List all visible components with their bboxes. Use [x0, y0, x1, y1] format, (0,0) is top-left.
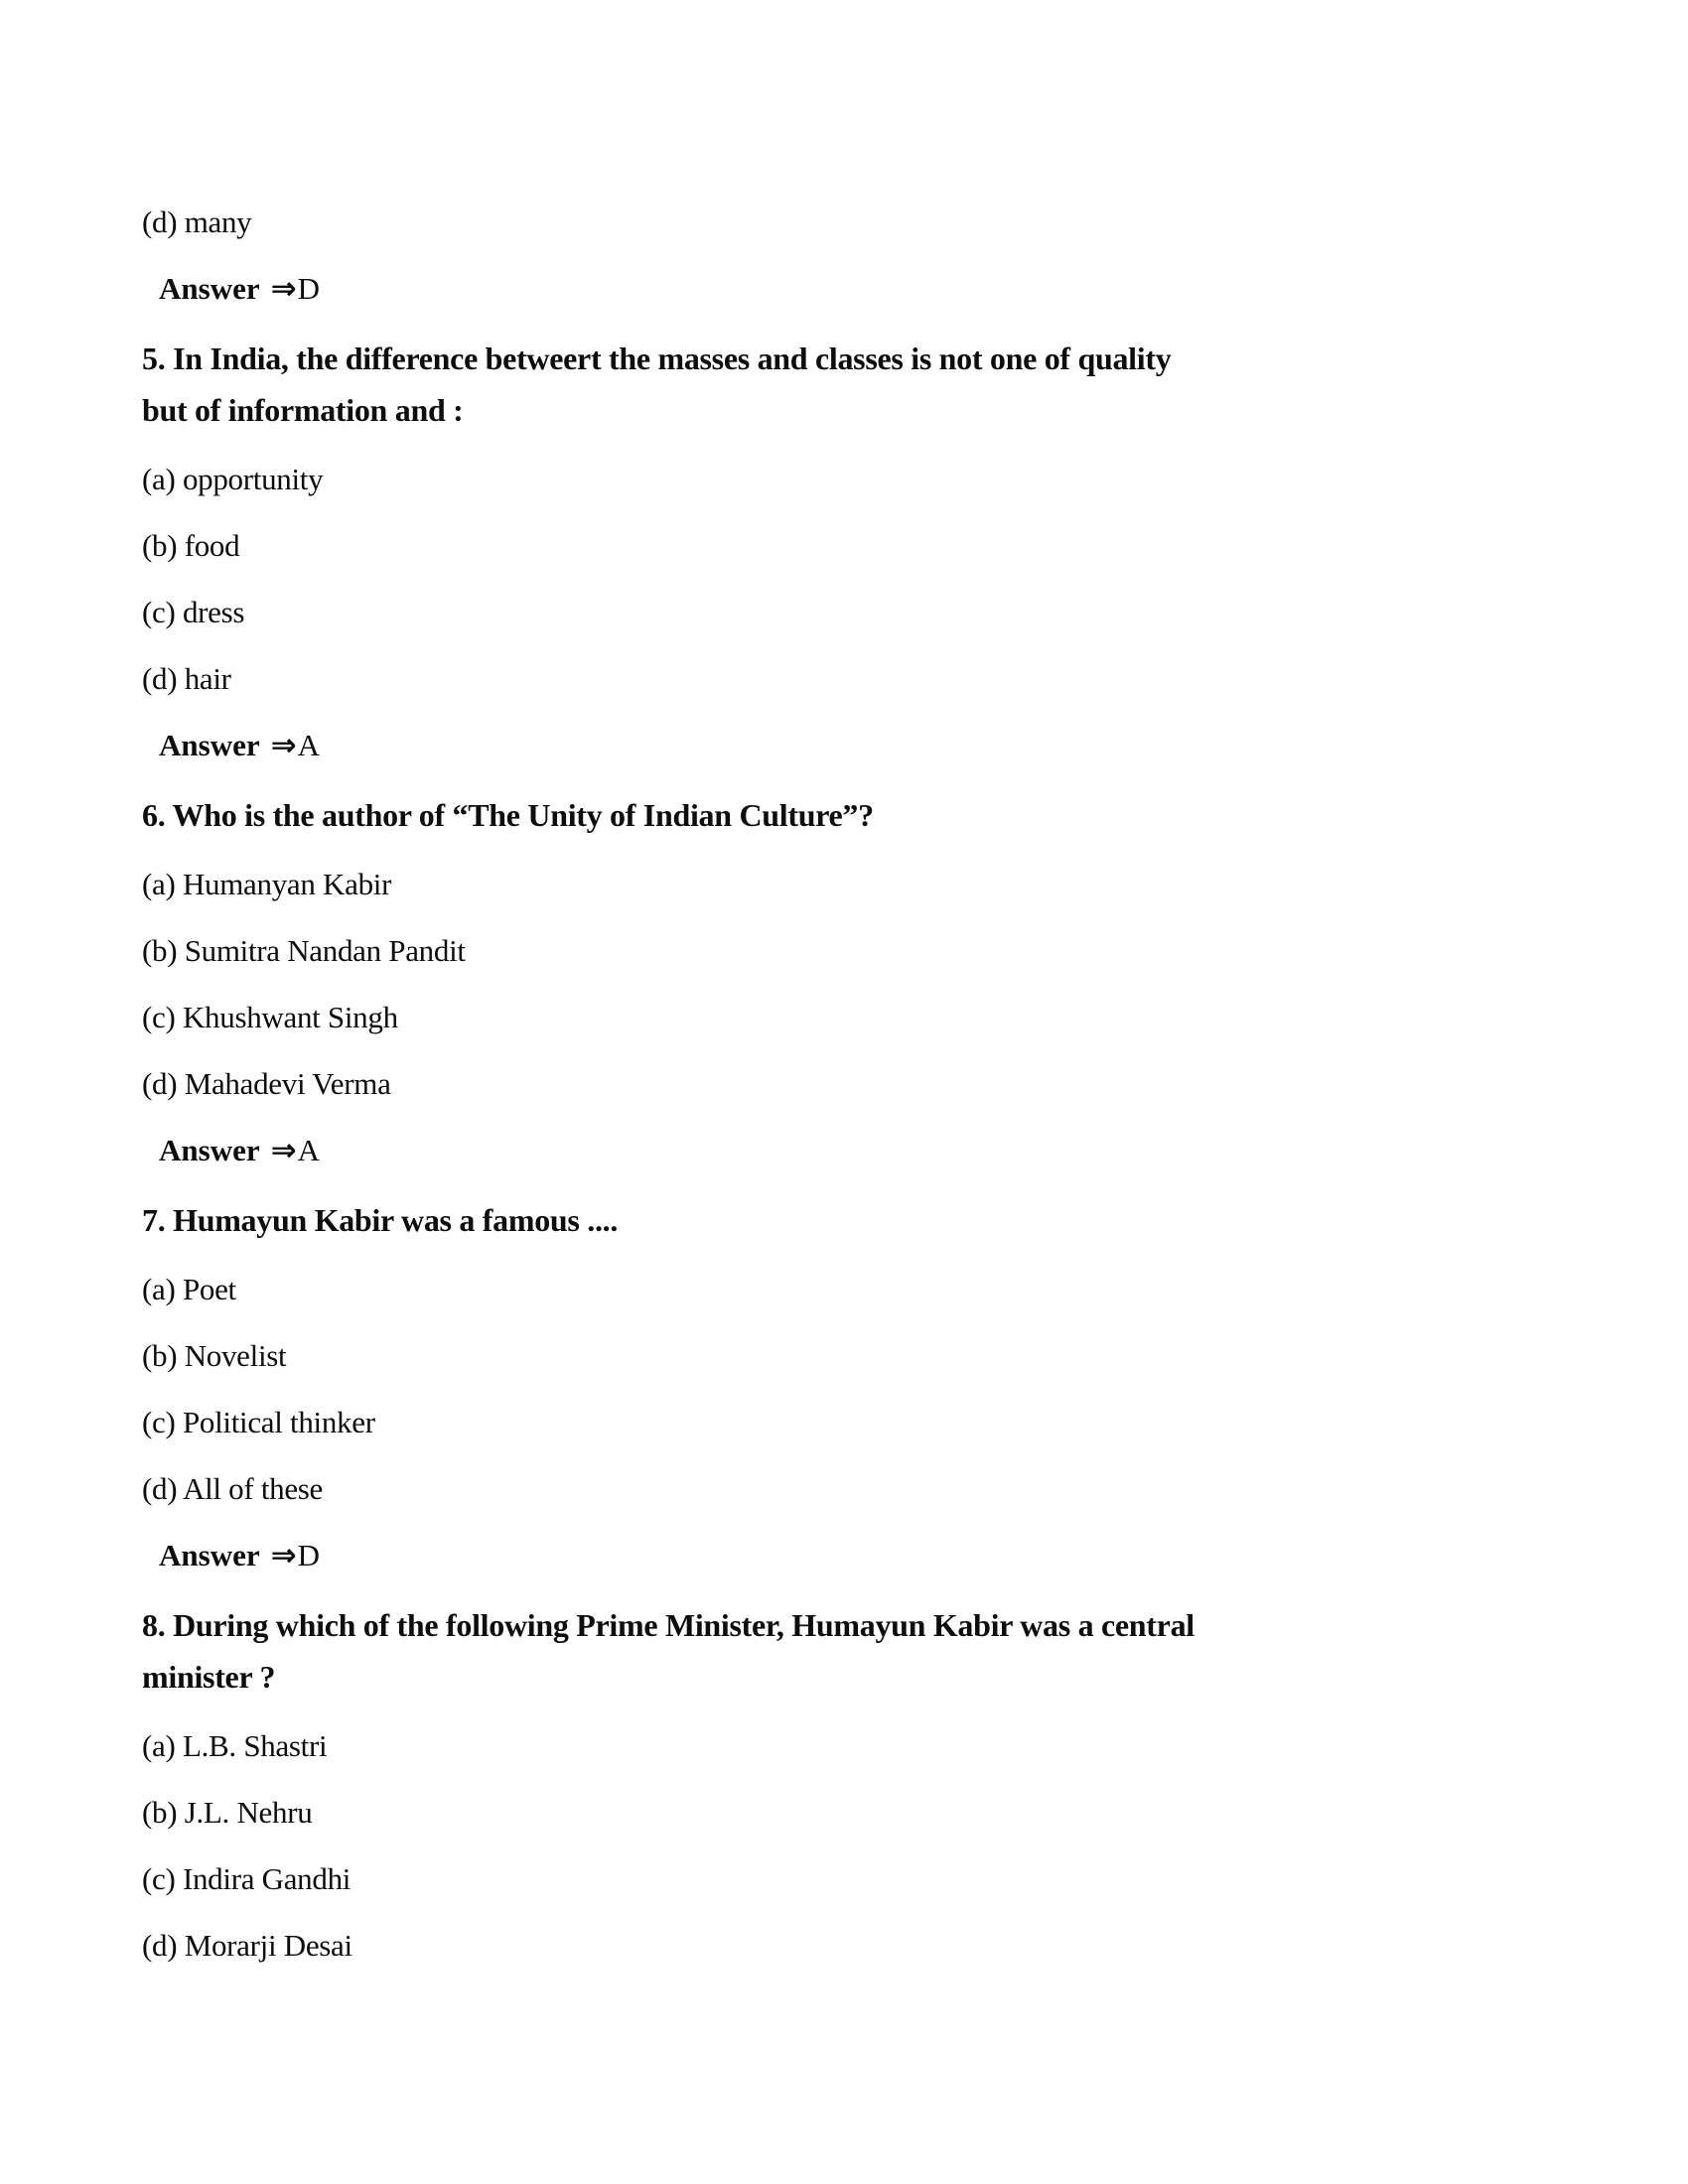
question-8-option-d: (d) Morarji Desai — [142, 1928, 352, 1963]
question-5-line-1: 5. In India, the difference betweert the masses and classes is not one of quality — [142, 341, 1172, 376]
question-6-option-a: (a) Humanyan Kabir — [142, 867, 392, 901]
answer-label: Answer — [159, 1538, 260, 1572]
question-6-option-d: (d) Mahadevi Verma — [142, 1066, 391, 1101]
question-5-option-d: (d) hair — [142, 661, 231, 696]
question-5-option-c: (c) dress — [142, 595, 245, 629]
question-7-option-b: (b) Novelist — [142, 1338, 287, 1373]
double-arrow-icon: ⇒ — [270, 1538, 297, 1573]
question-8-line-2: minister ? — [142, 1659, 276, 1695]
answer-value: A — [297, 1133, 320, 1167]
answer-value: D — [297, 271, 320, 306]
answer-label: Answer — [159, 1133, 260, 1167]
question-8-line-1: 8. During which of the following Prime Minister, Humayun Kabir was a central — [142, 1607, 1195, 1643]
question-7-text — [142, 1194, 1618, 1246]
question-7-option-a: (a) Poet — [142, 1272, 236, 1306]
question-5-option-a: (a) opportunity — [142, 462, 324, 496]
question-5-line-2: but of information and : — [142, 392, 464, 428]
answer-label: Answer — [159, 271, 260, 306]
answer-value: A — [297, 728, 320, 762]
question-5-option-b: (b) food — [142, 528, 240, 563]
question-7-option-d: (d) All of these — [142, 1471, 324, 1506]
question-8-option-a: (a) L.B. Shastri — [142, 1728, 328, 1763]
question-8-option-b: (b) J.L. Nehru — [142, 1795, 313, 1830]
question-5-text — [142, 333, 1618, 436]
question-6-line-1: 6. Who is the author of “The Unity of Indian Culture”? — [142, 797, 874, 833]
question-6-answer-line — [159, 1127, 1618, 1174]
double-arrow-icon: ⇒ — [270, 728, 297, 763]
double-arrow-icon: ⇒ — [270, 271, 297, 307]
answer-value: D — [297, 1538, 320, 1572]
question-8-option-c: (c) Indira Gandhi — [142, 1861, 352, 1896]
question-6-option-b: (b) Sumitra Nandan Pandit — [142, 933, 466, 968]
double-arrow-icon: ⇒ — [270, 1133, 297, 1168]
prev-question-option-d: (d) many — [142, 205, 252, 239]
question-5-answer-line — [159, 722, 1618, 769]
question-6-option-c: (c) Khushwant Singh — [142, 1000, 398, 1034]
prev-question-answer-line — [159, 265, 1618, 313]
question-8-text — [142, 1599, 1618, 1703]
answer-label: Answer — [159, 728, 260, 762]
question-6-text — [142, 789, 1618, 841]
question-7-line-1: 7. Humayun Kabir was a famous .... — [142, 1202, 619, 1238]
question-7-option-c: (c) Political thinker — [142, 1405, 375, 1439]
question-7-answer-line — [159, 1532, 1618, 1579]
